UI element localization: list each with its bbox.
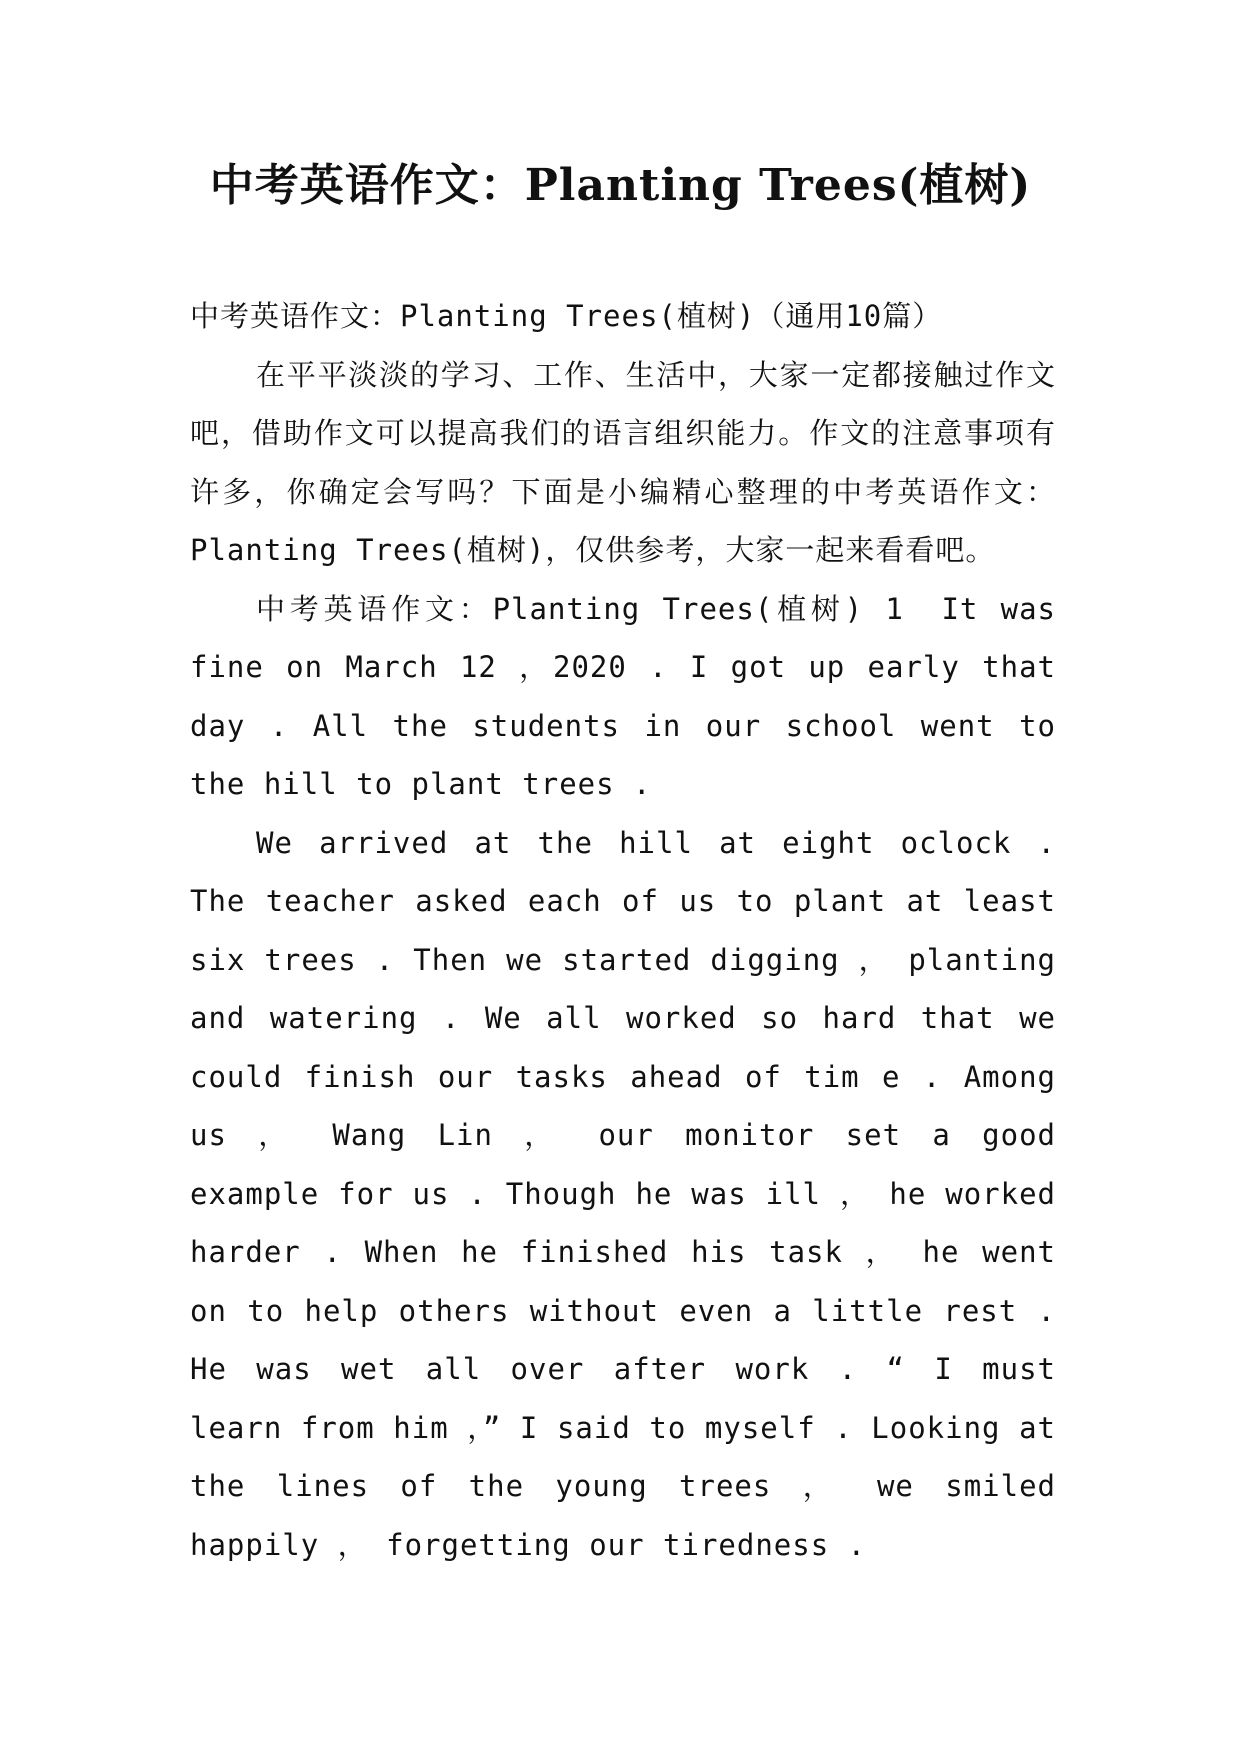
- document-body: [190, 287, 1056, 1574]
- essay-1-paragraph-1: 中考英语作文：Planting Trees(植树) 1 It was fine on March 12 ，2020 . I got up early that day . All the students in our school went to the hill to plant trees .: [190, 591, 1056, 801]
- essay-1-paragraph-2: We arrived at the hill at eight oclock . The teacher asked each of us to plant at least six trees . Then we started digging ， planting and watering . We all worked so hard that we could finish our tasks ahead of tim e . Among us ， Wang Lin ， our monitor set a good example for us . Though he was ill ， he worked harder . When he finished his task ， he went on to help others without even a little rest . He was wet all over after work . “ I must learn from him ，” I said to myself . Looking at the lines of the young trees ， we smiled happily ， forgetting our tiredness .: [190, 825, 1056, 1562]
- document-title: 中考英语作文：Planting Trees(植树): [209, 160, 1032, 211]
- intro-paragraph: 在平平淡淡的学习、工作、生活中，大家一定都接触过作文吧，借助作文可以提高我们的语言组织能力。作文的注意事项有许多，你确定会写吗？下面是小编精心整理的中考英语作文：Planting Trees(植树)，仅供参考，大家一起来看看吧。: [190, 357, 1056, 567]
- subtitle-paragraph: 中考英语作文：Planting Trees(植树)（通用10篇）: [190, 299, 943, 333]
